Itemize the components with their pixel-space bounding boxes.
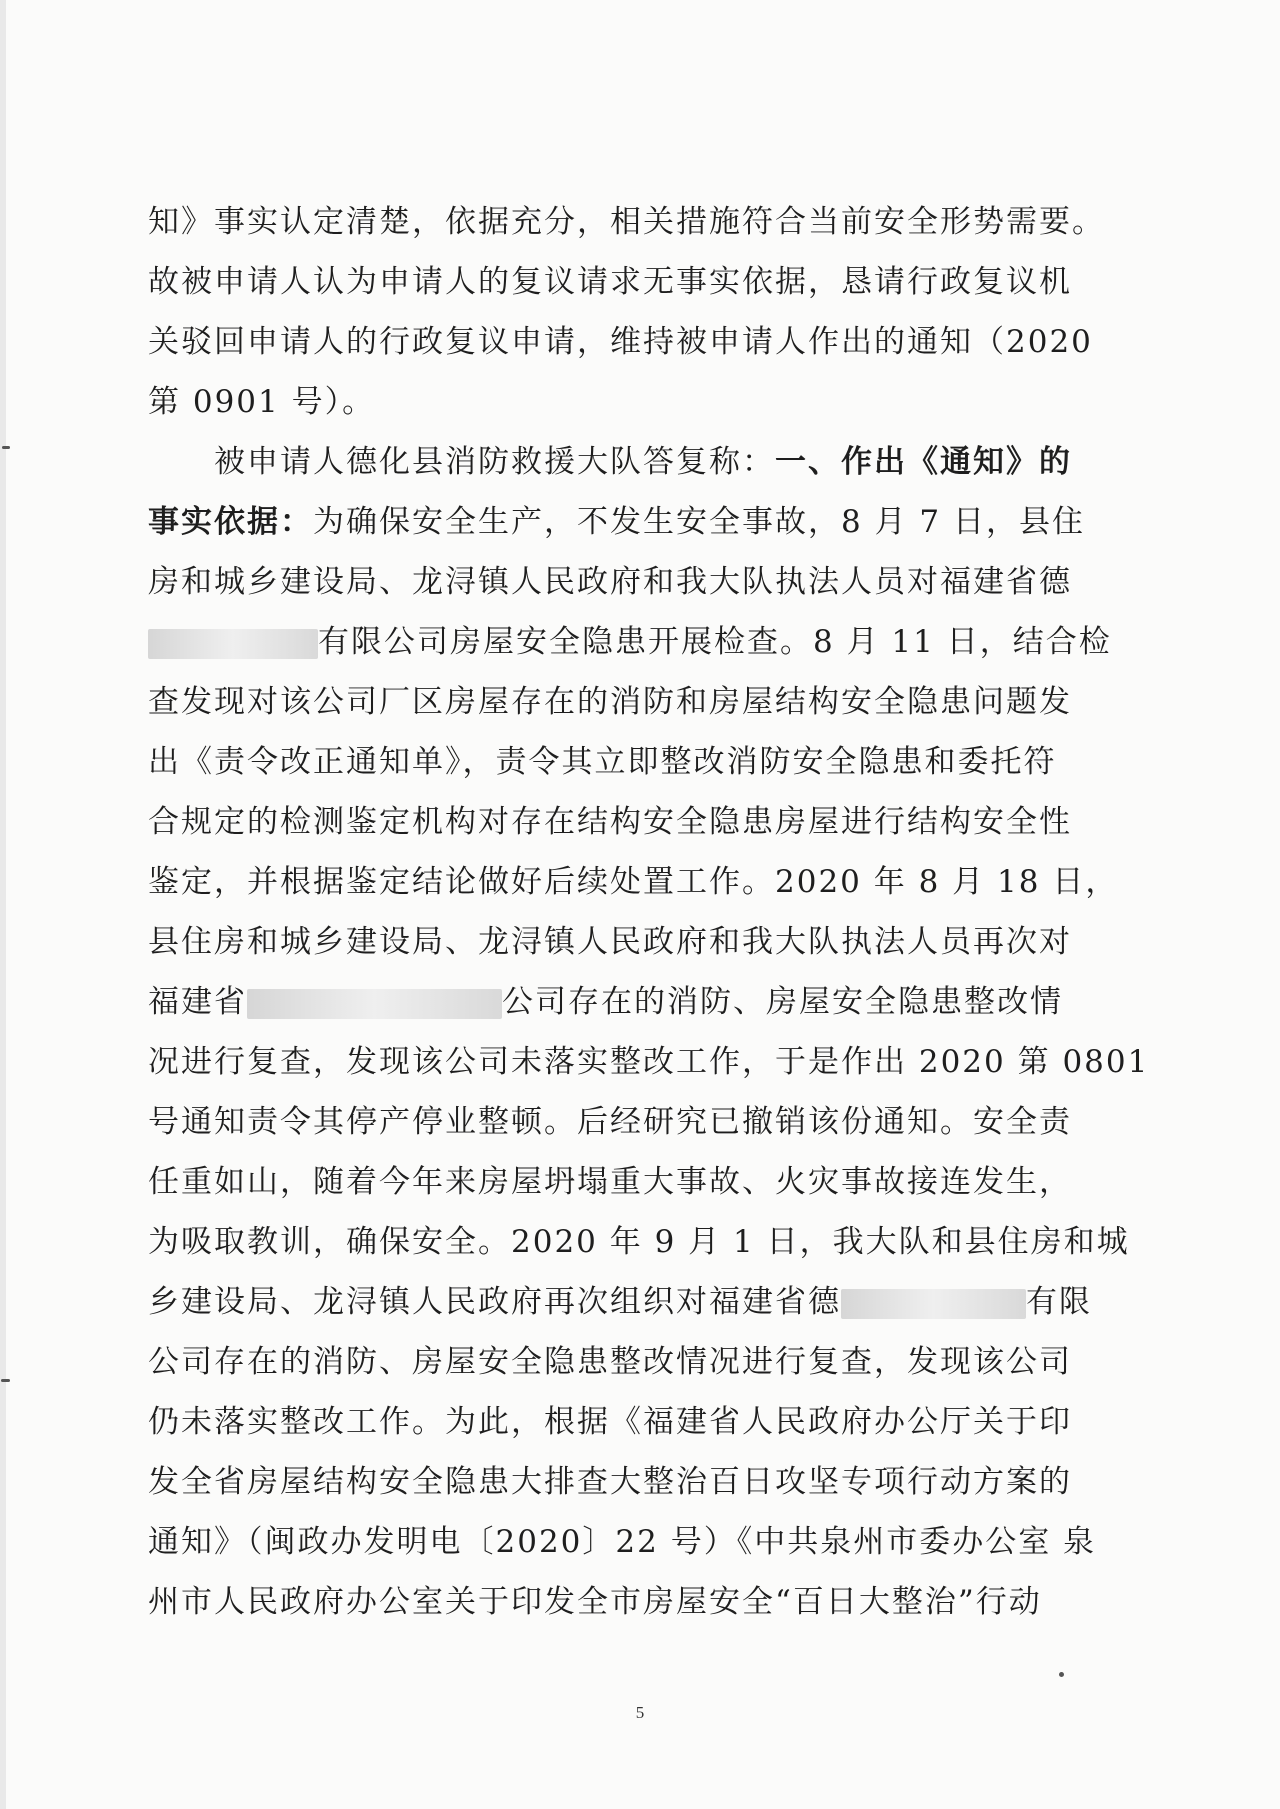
document-body xyxy=(148,192,1150,1632)
text-line: 县住房和城乡建设局、龙浔镇人民政府和我大队执法人员再次对 xyxy=(148,924,1072,960)
scan-dot xyxy=(1059,1672,1064,1677)
redaction-block xyxy=(148,629,318,659)
text-line: 故被申请人认为申请人的复议请求无事实依据，恳请行政复议机 xyxy=(148,264,1072,300)
text-span: 福建省 xyxy=(148,984,247,1020)
text-span: 有限公司房屋安全隐患开展检查。8 月 11 日，结合检 xyxy=(318,624,1112,660)
text-line xyxy=(148,612,1112,672)
scan-mark xyxy=(1,1379,10,1382)
scan-mark xyxy=(2,446,10,449)
text-line: 仍未落实整改工作。为此，根据《福建省人民政府办公厅关于印 xyxy=(148,1404,1072,1440)
text-line xyxy=(148,1272,1098,1332)
text-line: 房和城乡建设局、龙浔镇人民政府和我大队执法人员对福建省德 xyxy=(148,564,1072,600)
scan-edge xyxy=(0,0,6,1809)
redaction-block xyxy=(841,1289,1026,1319)
redaction-block xyxy=(247,989,502,1019)
text-line: 通知》（闽政办发明电〔2020〕22 号）《中共泉州市委办公室 泉 xyxy=(148,1524,1097,1560)
paragraph-start-line xyxy=(148,432,1098,492)
text-line: 出《责令改正通知单》，责令其立即整改消防安全隐患和委托符 xyxy=(148,744,1057,780)
text-line xyxy=(148,972,1098,1032)
page-number: 5 xyxy=(635,1703,645,1722)
text-line: 知》事实认定清楚，依据充分，相关措施符合当前安全形势需要。 xyxy=(148,204,1105,240)
text-line: 况进行复查，发现该公司未落实整改工作，于是作出 2020 第 0801 xyxy=(148,1044,1150,1080)
text-span: 有限 xyxy=(1026,1284,1092,1320)
text-line: 发全省房屋结构安全隐患大排查大整治百日攻坚专项行动方案的 xyxy=(148,1464,1072,1500)
text-line: 关驳回申请人的行政复议申请，维持被申请人作出的通知（2020 xyxy=(148,324,1093,360)
text-line: 第 0901 号）。 xyxy=(148,384,376,420)
respondent-statement: 被申请人德化县消防救援大队答复称： xyxy=(214,444,775,480)
text-line: 鉴定，并根据鉴定结论做好后续处置工作。2020 年 8 月 18 日， xyxy=(148,864,1119,900)
text-line: 任重如山，随着今年来房屋坍塌重大事故、火灾事故接连发生， xyxy=(148,1164,1072,1200)
text-line: 公司存在的消防、房屋安全隐患整改情况进行复查，发现该公司 xyxy=(148,1344,1072,1380)
text-line: 合规定的检测鉴定机构对存在结构安全隐患房屋进行结构安全性 xyxy=(148,804,1072,840)
text-span: 乡建设局、龙浔镇人民政府再次组织对福建省德 xyxy=(148,1284,841,1320)
text-line xyxy=(148,492,1098,552)
text-line: 为吸取教训，确保安全。2020 年 9 月 1 日，我大队和县住房和城 xyxy=(148,1224,1130,1260)
section-heading: 一、作出《通知》的 xyxy=(775,444,1072,480)
section-heading-cont: 事实依据： xyxy=(148,504,313,540)
text-span: 公司存在的消防、房屋安全隐患整改情 xyxy=(502,984,1063,1020)
text-span: 为确保安全生产，不发生安全事故，8 月 7 日，县住 xyxy=(313,504,1086,540)
text-line: 号通知责令其停产停业整顿。后经研究已撤销该份通知。安全责 xyxy=(148,1104,1072,1140)
text-line: 查发现对该公司厂区房屋存在的消防和房屋结构安全隐患问题发 xyxy=(148,684,1072,720)
text-line: 州市人民政府办公室关于印发全市房屋安全“百日大整治”行动 xyxy=(148,1584,1042,1620)
